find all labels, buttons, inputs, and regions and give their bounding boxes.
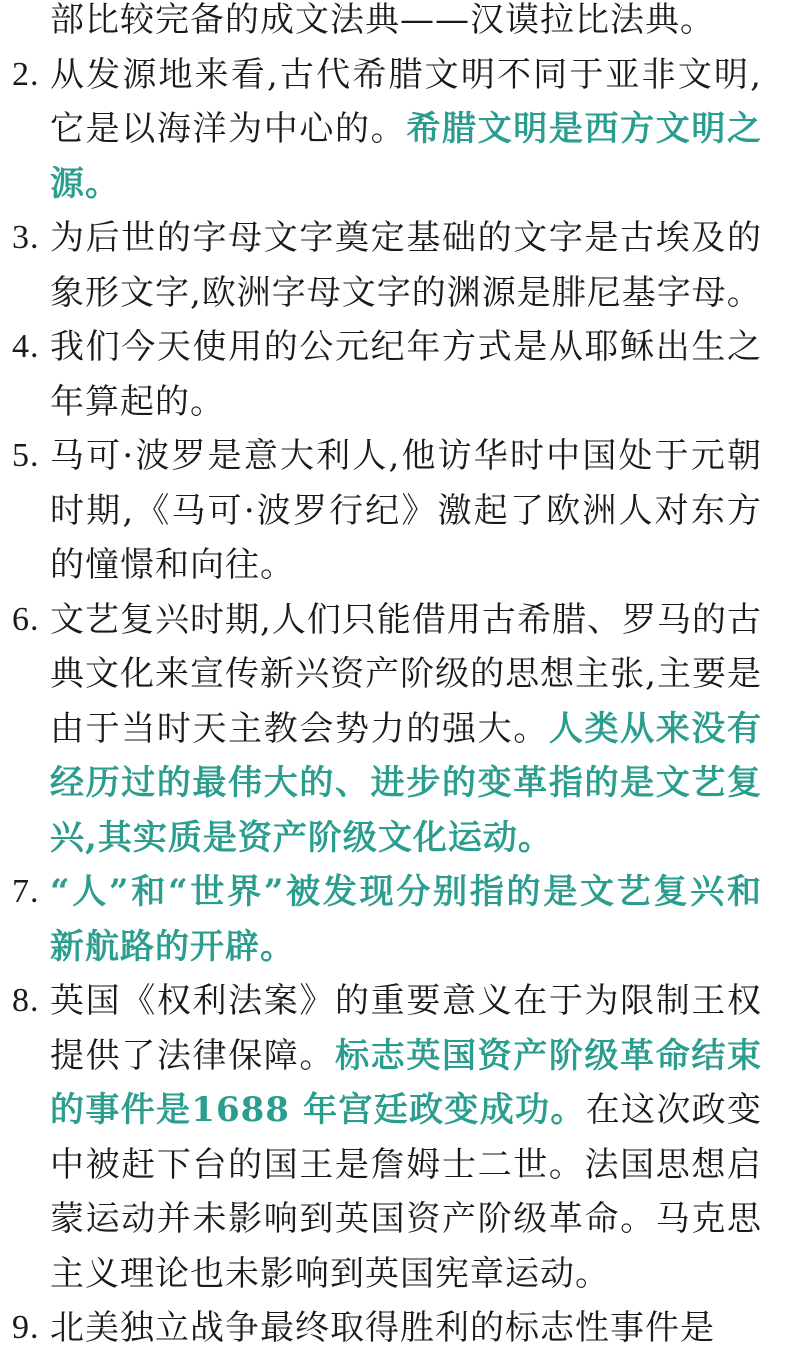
body-text: 从发源地来看,古代希腊文明不同于亚非文明,它是以海洋为中心的。	[50, 54, 762, 149]
item-number: 9.	[12, 1309, 40, 1346]
item-number: 7.	[12, 873, 40, 910]
highlighted-text: “人”和“世界”被发现分别指的是文艺复兴和新航路的开辟。	[50, 872, 762, 967]
list-item	[12, 48, 763, 212]
item-number: 2.	[12, 55, 40, 93]
body-text: 为后世的字母文字奠定基础的文字是古埃及的象形文字,欧洲字母文字的渊源是腓尼基字母。	[50, 218, 762, 313]
highlighted-text: 希腊文明是西方文明之源。	[50, 109, 763, 204]
body-text: 文艺复兴时期,人们只能借用古希腊、罗马的古典文化来宣传新兴资产阶级的思想主张,主要是由于当时天主教会势力的强大。	[50, 599, 762, 749]
item-number: 3.	[12, 219, 40, 256]
list-item	[50, 0, 762, 48]
item-number: 5.	[12, 437, 40, 474]
list-item	[12, 974, 763, 1301]
list-item	[12, 320, 762, 429]
list-item	[12, 593, 763, 866]
body-text: 我们今天使用的公元纪年方式是从耶稣出生之年算起的。	[50, 327, 762, 422]
list-item	[12, 1301, 762, 1356]
body-text: 马可·波罗是意大利人,他访华时中国处于元朝时期,《马可·波罗行纪》激起了欧洲人对东方的憧憬和向往。	[50, 436, 762, 585]
list-item	[12, 211, 762, 320]
item-number: 6.	[12, 600, 40, 638]
highlighted-text: 标志英国资产阶级革命结束的事件是1688 年宫廷政变成功。	[50, 1035, 763, 1130]
body-text: 部比较完备的成文法典——汉谟拉比法典。	[50, 0, 715, 40]
highlighted-text: 人类从来没有经历过的最伟大的、进步的变革指的是文艺复兴,其实质是资产阶级文化运动。	[50, 708, 763, 858]
body-text: 北美独立战争最终取得胜利的标志性事件是	[50, 1308, 715, 1348]
body-text: 英国《权利法案》的重要意义在于为限制王权提供了法律保障。	[50, 981, 762, 1076]
item-number: 8.	[12, 982, 40, 1019]
list-item	[12, 865, 762, 974]
item-number: 4.	[12, 328, 40, 365]
body-text: 在这次政变中被赶下台的国王是詹姆士二世。法国思想启蒙运动并未影响到英国资产阶级革命。马克思主义理论也未影响到英国宪章运动。	[50, 1090, 763, 1294]
list-item	[12, 429, 762, 593]
